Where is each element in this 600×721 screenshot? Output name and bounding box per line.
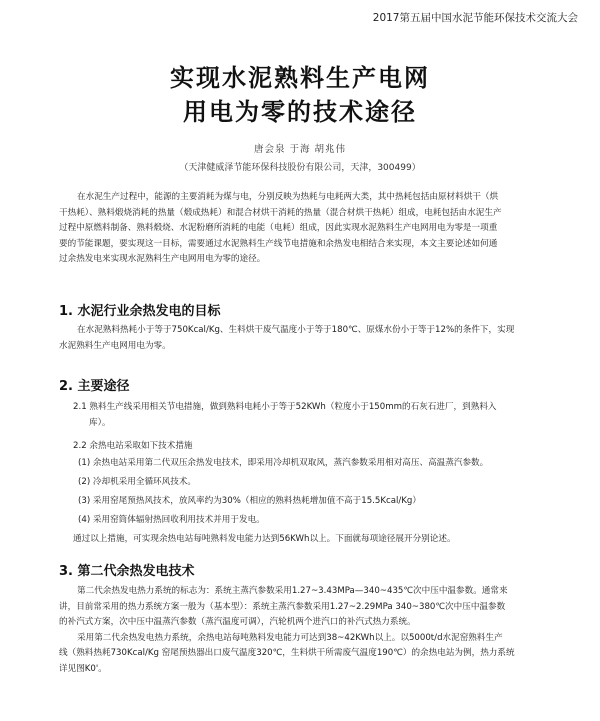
conference-header: 2017第五届中国水泥节能环保技术交流大会	[372, 12, 578, 24]
text-line: 线（熟料热耗730Kcal/Kg 窑尾预热器出口废气温度320℃，生料烘干所需废气温度190℃）的余热电站为例，热力系统	[59, 648, 515, 658]
measure-item: (2) 冷却机采用全循环风技术。	[78, 477, 197, 487]
text-line: 2.1 熟料生产线采用相关节电措施，做到熟料电耗小于等于52KWh（粒度小于150mm的石灰石进厂，到熟料入	[73, 402, 497, 412]
section-2-item-2-2: 2.2 余热电站采取如下技术措施	[73, 441, 193, 451]
section-1-heading: 1. 水泥行业余热发电的目标	[59, 304, 221, 319]
text-line: 库）。	[89, 417, 111, 428]
paper-title-line-2: 用电为零的技术途径	[183, 98, 417, 126]
text-line: 第二代余热发电热力系统的标志为：系统主蒸汽参数采用1.27~3.43MPa—340~435℃次中压中温参数。通常来	[77, 586, 508, 596]
measure-item: (1) 余热电站采用第二代双压余热发电技术，即采用冷却机双取风，蒸汽参数采用相对高压、高温蒸汽参数。	[78, 458, 489, 468]
text-line: 水泥熟料生产电网用电为零。	[59, 340, 171, 351]
section-2-heading: 2. 主要途径	[59, 379, 130, 394]
text-line: 采用第二代余热发电热力系统，余热电站每吨熟料发电能力可达到38~42KWh以上。以5000t/d水泥窑熟料生产	[77, 632, 503, 643]
section-1-body	[59, 323, 559, 354]
text-line: 过余热发电来实现水泥熟料生产电网用电为零的途径。	[59, 254, 266, 264]
text-line: 要的节能课题，要实现这一目标，需要通过水泥熟料生产线节电措施和余热发电相结合来实现，本文主要论述如何通	[59, 238, 498, 249]
text-line: 干热耗）、熟料煅烧消耗的热量（煅成热耗）和混合材烘干消耗的热量（混合材烘干热耗）组成，电耗包括由水泥生产	[59, 207, 502, 218]
section-3-body	[59, 584, 559, 677]
paper-affiliation: （天津健威泽节能环保科技股份有限公司，天津，300499）	[179, 163, 421, 173]
text-line: 讲，目前常采用的热力系统方案一般为（基本型）：系统主蒸汽参数采用1.27~2.29MPa 340~380℃次中压中温参数	[59, 601, 506, 612]
section-2-summary: 通过以上措施，可实现余热电站每吨熟料发电能力达到56KWh以上。下面就每项途径展开分别论述。	[73, 534, 456, 544]
measure-item: (4) 采用窑筒体辐射热回收利用技术并用于发电。	[78, 515, 265, 525]
text-line: 的补汽式方案，次中压中温蒸汽参数（蒸汽温度可调），汽轮机两个进汽口的补汽式热力系统。	[59, 617, 416, 627]
paper-title-line-1: 实现水泥熟料生产电网	[170, 64, 430, 92]
text-line: 详见图K0'。	[59, 663, 107, 674]
text-line: 在水泥熟料热耗小于等于750Kcal/Kg、生料烘干废气温度小于等于180℃、原煤水份小于等于12%的条件下，实现	[77, 325, 515, 335]
paper-authors: 唐会泉 于海 胡兆伟	[253, 144, 347, 155]
measure-item: (3) 采用窑尾预热风技术，放风率约为30%（相应的熟料热耗增加值不高于15.5Kcal/Kg）	[78, 496, 421, 506]
text-line: 在水泥生产过程中，能源的主要消耗为煤与电，分别反映为热耗与电耗两大类，其中热耗包括由原材料烘干（烘	[77, 192, 499, 202]
text-line: 过程中原燃料制备、熟料煅烧、水泥粉磨所消耗的电能（电耗）组成，因此实现水泥熟料生产电网用电为零是一项重	[59, 223, 498, 233]
section-3-heading: 3. 第二代余热发电技术	[59, 564, 195, 579]
intro-paragraph	[59, 190, 559, 268]
section-2-item-2-1	[59, 400, 559, 431]
